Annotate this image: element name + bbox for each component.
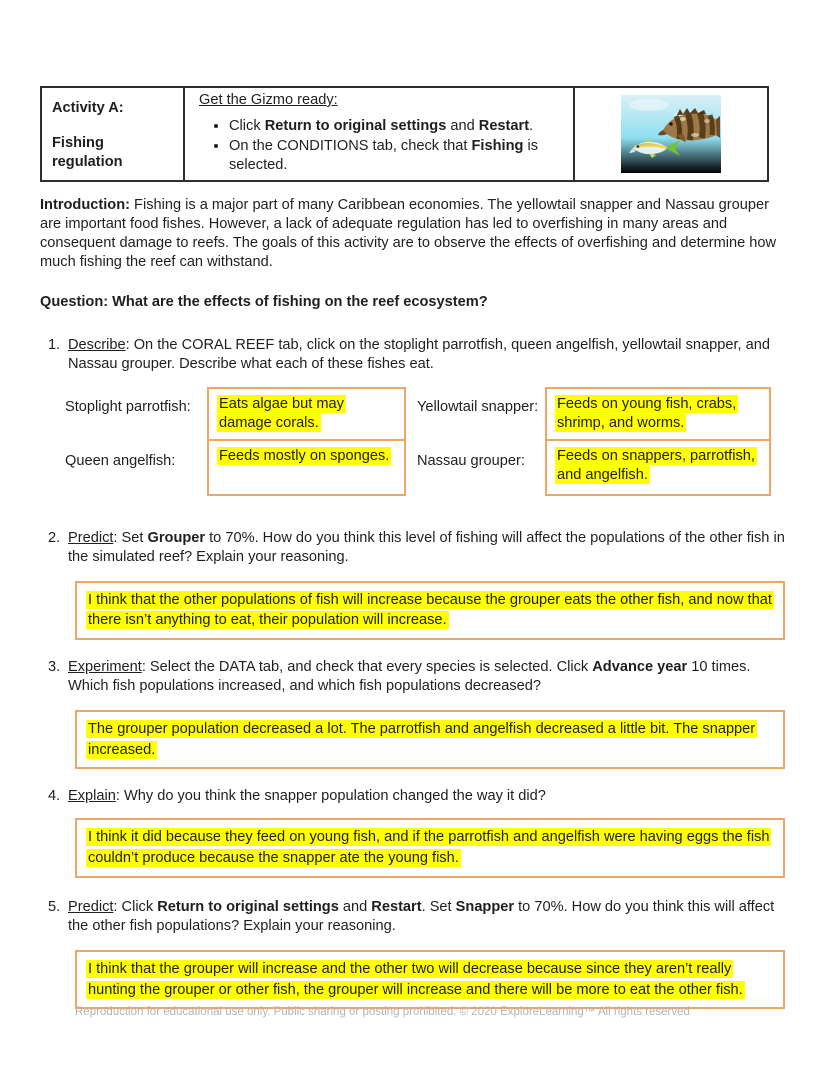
answer-text: The grouper population decreased a lot. The parrotfish and angelfish decreased a little bit. The snapper increased. [88, 721, 756, 758]
item-number: 3. [48, 659, 61, 676]
activity-header-table [40, 86, 769, 182]
page-content [40, 86, 790, 1009]
answer-text: I think it did because they feed on young fish, and if the parrotfish and angelfish were having eggs the fish couldn’t produce because the snapper ate the young fish. [88, 829, 770, 867]
label-stoplight-parrotfish: Stoplight parrotfish: [65, 398, 191, 415]
activity-title-cell [42, 88, 185, 180]
answer-box-item-4[interactable] [75, 818, 785, 877]
gizmo-ready-cell [185, 88, 575, 180]
gizmo-ready-bullet: • On the CONDITIONS tab, check that Fishing is selected. [229, 137, 565, 175]
question-item-1 [40, 336, 790, 374]
question-item-4 [40, 787, 790, 806]
item-prompt: Predict: Click Return to original settings and Restart. Set Snapper to 70%. How do you think this will affect the other fish populations? Explain your reasoning. [68, 898, 775, 934]
introduction-paragraph: Introduction: Fishing is a major part of many Caribbean economies. The yellowtail snapper and Nassau grouper are important food fishes. However, a lack of adequate regulation has led to overfishing in many areas and consequent damage to reefs. The goals of this activity are to observe the effects of overfishing and determine how much fishing the reef can withstand. [40, 196, 777, 270]
gizmo-ready-list [199, 117, 565, 175]
question-item-3 [40, 658, 790, 696]
fish-image-cell [575, 88, 767, 180]
question-item-5 [40, 898, 790, 936]
gizmo-ready-title: Get the Gizmo ready: [199, 92, 338, 108]
answer-box-item-2[interactable] [75, 581, 785, 640]
item-number: 5. [48, 898, 61, 915]
activity-label: Activity A: [52, 100, 124, 116]
answer-box-grouper[interactable] [545, 441, 771, 496]
grouper-and-snapper-image [621, 95, 721, 173]
copyright-footer: Reproduction for educational use only. Public sharing or posting prohibited. © 2020 ExploreLearning™ All rights reserved [75, 1006, 690, 1018]
label-yellowtail-snapper: Yellowtail snapper: [417, 398, 539, 415]
item-prompt: Predict: Set Grouper to 70%. How do you think this level of fishing will affect the populations of the other fish in the simulated reef? Explain your reasoning. [68, 529, 785, 565]
answer-box-parrotfish[interactable] [207, 387, 406, 441]
question-item-2 [40, 529, 790, 567]
fish-answer-grid [65, 387, 790, 496]
gizmo-ready-bullet: • Click Return to original settings and Restart. [229, 117, 565, 136]
item-number: 4. [48, 788, 61, 805]
answer-text: I think that the other populations of fish will increase because the grouper eats the other fish, and now that there isn’t anything to eat, their population will increase. [88, 591, 772, 629]
answer-text: Feeds on snappers, parrotfish, and angelfish. [557, 447, 755, 483]
answer-box-item-5[interactable] [75, 950, 785, 1009]
question-heading: Question: What are the effects of fishing on the reef ecosystem? [40, 293, 488, 310]
label-queen-angelfish: Queen angelfish: [65, 452, 176, 469]
item-number: 1. [48, 336, 61, 353]
answer-text: Feeds mostly on sponges. [219, 447, 390, 464]
answer-text: I think that the grouper will increase and the other two will decrease because since they aren’t really hunting the grouper or other fish, the grouper will increase and there will be more to eat the other fish. [88, 960, 743, 998]
answer-box-item-3[interactable] [75, 710, 785, 769]
item-number: 2. [48, 529, 61, 546]
answer-box-angelfish[interactable] [207, 441, 406, 496]
answer-text: Eats algae but may damage corals. [219, 395, 344, 431]
activity-name: Fishing regulation [52, 134, 123, 170]
item-prompt: Experiment: Select the DATA tab, and check that every species is selected. Click Advance year 10 times. Which fish populations increased, and which fish populations decreased? [68, 659, 751, 695]
answer-box-snapper[interactable] [545, 387, 771, 441]
label-nassau-grouper: Nassau grouper: [417, 452, 525, 469]
answer-text: Feeds on young fish, crabs, shrimp, and worms. [557, 395, 737, 431]
item-prompt: Explain: Why do you think the snapper population changed the way it did? [68, 788, 546, 805]
item-prompt: Describe: On the CORAL REEF tab, click on the stoplight parrotfish, queen angelfish, yellowtail snapper, and Nassau grouper. Describe what each of these fishes eat. [68, 336, 770, 372]
